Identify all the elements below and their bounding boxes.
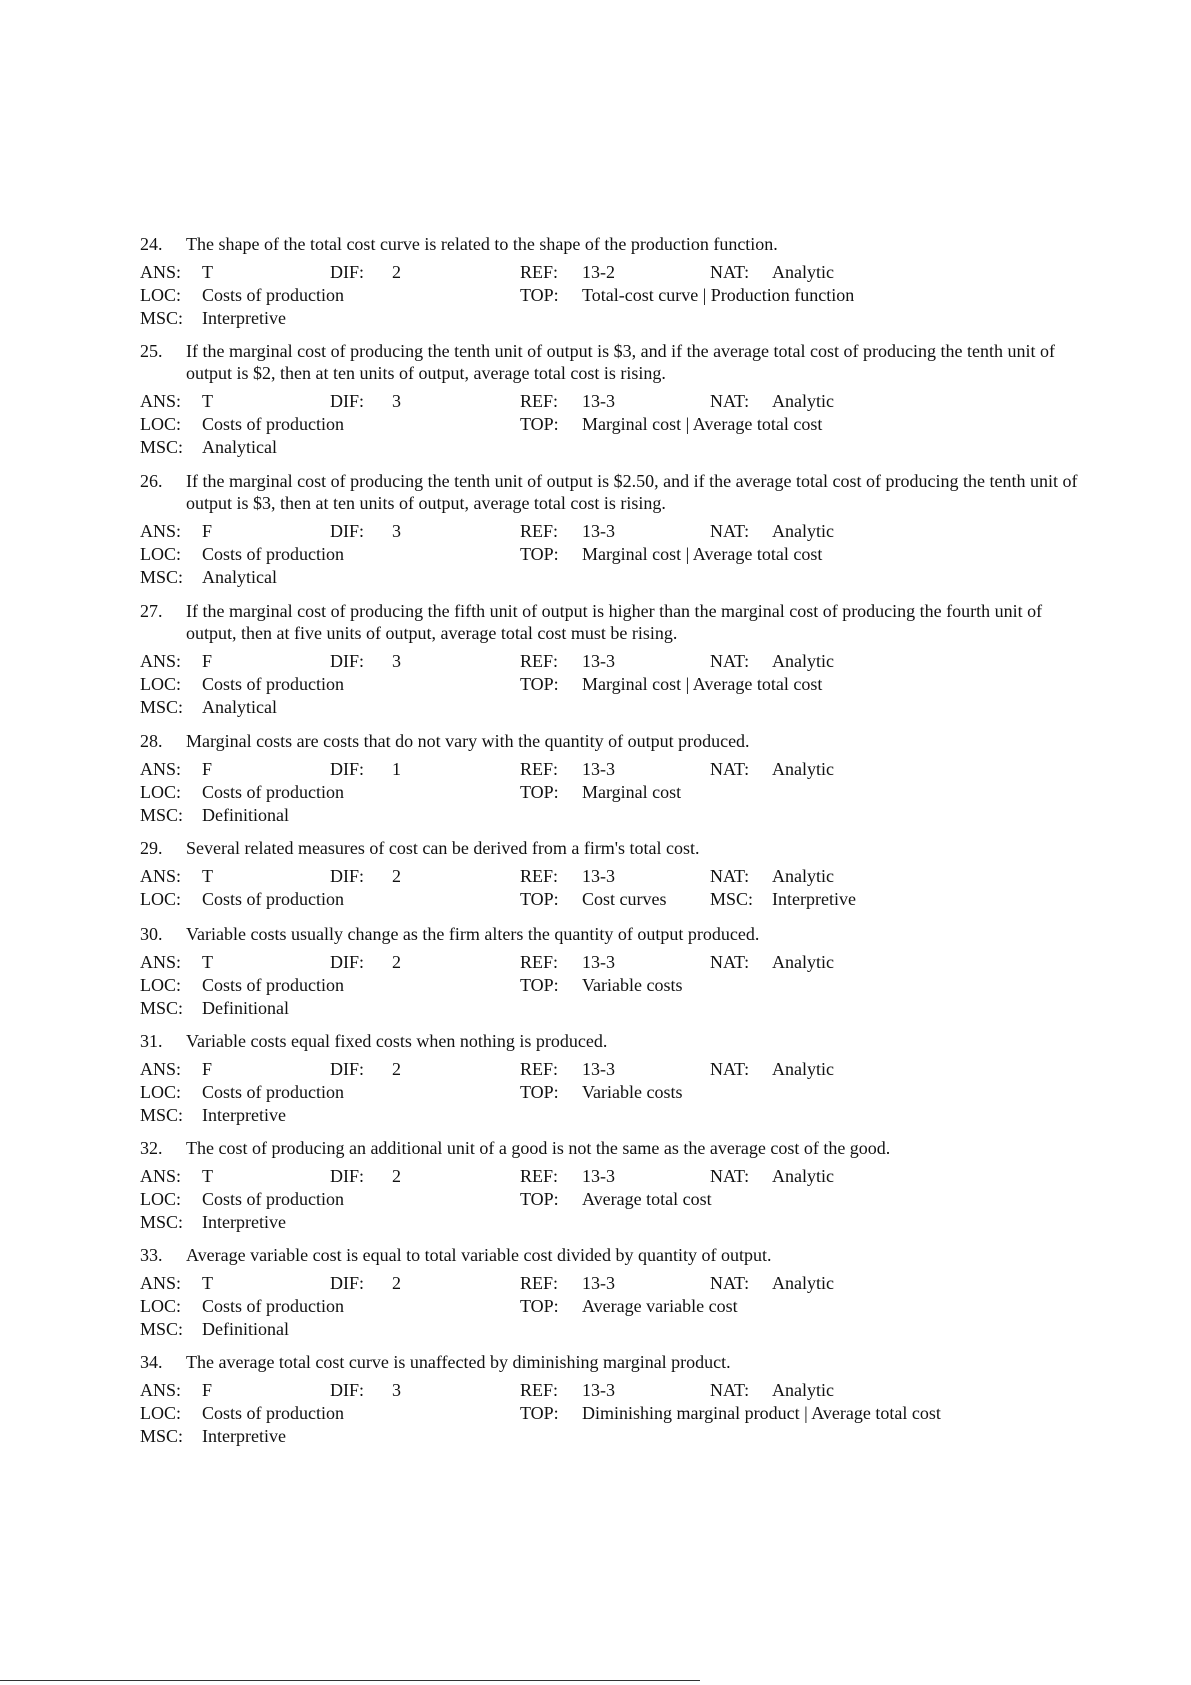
nat-label: NAT: [710,262,750,282]
loc-label: LOC: [140,782,182,802]
dif-label: DIF: [330,759,365,779]
top-value: Average variable cost [582,1296,738,1316]
ans-label: ANS: [140,651,182,671]
dif-label: DIF: [330,521,365,541]
meta-row-2 [140,1081,1080,1104]
top-value: Marginal cost | Average total cost [582,544,823,564]
loc-value: Costs of production [202,414,344,434]
meta-row-1 [140,520,1080,543]
ans-value: T [202,1273,213,1293]
ans-label: ANS: [140,521,182,541]
nat-label: NAT: [710,1059,750,1079]
question-item [140,340,1080,459]
msc-label: MSC: [140,1105,184,1125]
question-item [140,470,1080,589]
question-item [140,1351,1080,1448]
footer-divider [0,1680,700,1681]
ref-label: REF: [520,1166,559,1186]
meta-row-1 [140,865,1080,888]
question-stem [140,600,1080,644]
question-text: Variable costs equal fixed costs when nothing is produced. [186,1031,608,1051]
meta-row-2 [140,284,1080,307]
top-value: Cost curves [582,889,667,909]
question-text: Average variable cost is equal to total variable cost divided by quantity of output. [186,1245,772,1265]
question-stem [140,1244,1080,1266]
ref-value: 13-2 [582,262,615,282]
nat-value: Analytic [772,1059,834,1079]
dif-label: DIF: [330,1273,365,1293]
question-stem [140,233,1080,255]
dif-label: DIF: [330,1059,365,1079]
meta-row-1 [140,758,1080,781]
dif-value: 3 [392,651,401,671]
ref-value: 13-3 [582,1273,615,1293]
nat-value: Analytic [772,866,834,886]
msc-value: Interpretive [202,1212,286,1232]
loc-label: LOC: [140,544,182,564]
ref-value: 13-3 [582,651,615,671]
ans-value: T [202,262,213,282]
dif-value: 2 [392,262,401,282]
dif-value: 2 [392,1273,401,1293]
ans-value: F [202,759,213,779]
nat-value: Analytic [772,1166,834,1186]
question-stem [140,837,1080,859]
top-label: TOP: [520,782,559,802]
ref-label: REF: [520,1059,559,1079]
dif-label: DIF: [330,1166,365,1186]
dif-label: DIF: [330,866,365,886]
question-text: Several related measures of cost can be derived from a firm's total cost. [186,838,700,858]
meta-row-2 [140,413,1080,436]
question-text: The average total cost curve is unaffected by diminishing marginal product. [186,1352,731,1372]
meta-row-2 [140,974,1080,997]
question-item [140,1137,1080,1234]
nat-value: Analytic [772,952,834,972]
question-text: The shape of the total cost curve is related to the shape of the production function. [186,234,778,254]
ref-value: 13-3 [582,521,615,541]
top-label: TOP: [520,1189,559,1209]
ref-value: 13-3 [582,866,615,886]
question-item [140,1244,1080,1341]
dif-value: 2 [392,952,401,972]
meta-row-3 [140,436,1080,459]
top-value: Variable costs [582,1082,683,1102]
ref-value: 13-3 [582,1166,615,1186]
question-item [140,1030,1080,1127]
question-item [140,923,1080,1020]
msc-label: MSC: [140,567,184,587]
question-stem [140,730,1080,752]
dif-label: DIF: [330,952,365,972]
dif-value: 3 [392,521,401,541]
msc-value: Definitional [202,998,289,1018]
loc-value: Costs of production [202,1403,344,1423]
top-label: TOP: [520,414,559,434]
loc-label: LOC: [140,1296,182,1316]
question-stem [140,1351,1080,1373]
msc-label: MSC: [140,1426,184,1446]
nat-label: NAT: [710,952,750,972]
dif-value: 2 [392,866,401,886]
loc-label: LOC: [140,889,182,909]
ans-label: ANS: [140,1059,182,1079]
top-label: TOP: [520,285,559,305]
msc-label: MSC: [140,805,184,825]
question-item [140,837,1080,911]
meta-row-3 [140,997,1080,1020]
msc-label: MSC: [140,308,184,328]
meta-row-1 [140,1379,1080,1402]
nat-label: NAT: [710,866,750,886]
nat-value: Analytic [772,1380,834,1400]
nat-value: Analytic [772,391,834,411]
question-item [140,730,1080,827]
ans-value: T [202,866,213,886]
dif-value: 2 [392,1166,401,1186]
question-stem [140,923,1080,945]
msc-value: Interpretive [772,889,856,909]
msc-label: MSC: [140,697,184,717]
msc-value: Analytical [202,437,277,457]
dif-value: 1 [392,759,401,779]
meta-row-2 [140,543,1080,566]
meta-row-2 [140,1188,1080,1211]
msc-value: Definitional [202,1319,289,1339]
msc-value: Analytical [202,567,277,587]
top-label: TOP: [520,674,559,694]
top-label: TOP: [520,1403,559,1423]
question-number: 30. [140,924,163,944]
loc-value: Costs of production [202,975,344,995]
nat-label: NAT: [710,391,750,411]
top-value: Total-cost curve | Production function [582,285,855,305]
ans-label: ANS: [140,1273,182,1293]
loc-label: LOC: [140,674,182,694]
ref-value: 13-3 [582,759,615,779]
dif-label: DIF: [330,262,365,282]
loc-label: LOC: [140,285,182,305]
ans-label: ANS: [140,866,182,886]
ref-label: REF: [520,262,559,282]
ref-label: REF: [520,759,559,779]
loc-label: LOC: [140,1189,182,1209]
loc-value: Costs of production [202,674,344,694]
question-stem [140,470,1080,514]
ref-value: 13-3 [582,1380,615,1400]
meta-row-1 [140,951,1080,974]
nat-value: Analytic [772,262,834,282]
ref-value: 13-3 [582,1059,615,1079]
ans-value: F [202,1059,213,1079]
msc-value: Interpretive [202,308,286,328]
dif-value: 3 [392,391,401,411]
ans-label: ANS: [140,262,182,282]
nat-value: Analytic [772,651,834,671]
nat-label: NAT: [710,521,750,541]
meta-row-3 [140,1318,1080,1341]
question-number: 33. [140,1245,163,1265]
question-number: 24. [140,234,163,254]
meta-row-1 [140,1272,1080,1295]
top-value: Diminishing marginal product | Average total cost [582,1403,941,1423]
msc-value: Interpretive [202,1105,286,1125]
dif-label: DIF: [330,1380,365,1400]
question-item [140,233,1080,330]
meta-row-1 [140,390,1080,413]
msc-value: Interpretive [202,1426,286,1446]
msc-label: MSC: [140,1212,184,1232]
meta-row-2 [140,888,1080,911]
ref-label: REF: [520,952,559,972]
top-value: Marginal cost [582,782,682,802]
msc-label: MSC: [140,998,184,1018]
question-stem [140,1030,1080,1052]
question-stem [140,1137,1080,1159]
msc-label: MSC: [140,1319,184,1339]
question-text: If the marginal cost of producing the fifth unit of output is higher than the marginal cost of producing the fourth unit of output, then at five units of output, average total cost must be rising. [186,601,1043,643]
nat-label: NAT: [710,651,750,671]
ans-label: ANS: [140,952,182,972]
ref-value: 13-3 [582,952,615,972]
question-text: The cost of producing an additional unit of a good is not the same as the average cost of the good. [186,1138,891,1158]
ans-value: T [202,391,213,411]
loc-value: Costs of production [202,889,344,909]
meta-row-3 [140,696,1080,719]
meta-row-2 [140,1402,1080,1425]
nat-label: NAT: [710,1380,750,1400]
question-number: 34. [140,1352,163,1372]
ans-value: T [202,952,213,972]
loc-label: LOC: [140,1082,182,1102]
question-number: 28. [140,731,163,751]
meta-row-2 [140,1295,1080,1318]
question-text: Variable costs usually change as the firm alters the quantity of output produced. [186,924,760,944]
meta-row-3 [140,1425,1080,1448]
meta-row-2 [140,673,1080,696]
meta-row-3 [140,1211,1080,1234]
top-label: TOP: [520,889,559,909]
nat-value: Analytic [772,521,834,541]
top-label: TOP: [520,1082,559,1102]
ref-label: REF: [520,651,559,671]
msc-value: Analytical [202,697,277,717]
meta-row-3 [140,1104,1080,1127]
top-value: Marginal cost | Average total cost [582,414,823,434]
question-number: 27. [140,601,163,621]
loc-value: Costs of production [202,285,344,305]
ans-value: T [202,1166,213,1186]
top-value: Marginal cost | Average total cost [582,674,823,694]
top-label: TOP: [520,544,559,564]
loc-label: LOC: [140,975,182,995]
ans-value: F [202,1380,213,1400]
ref-label: REF: [520,391,559,411]
top-value: Average total cost [582,1189,712,1209]
meta-row-1 [140,261,1080,284]
loc-label: LOC: [140,1403,182,1423]
dif-label: DIF: [330,391,365,411]
msc-value: Definitional [202,805,289,825]
top-label: TOP: [520,1296,559,1316]
meta-row-3 [140,804,1080,827]
meta-row-3 [140,307,1080,330]
dif-label: DIF: [330,651,365,671]
question-item [140,600,1080,719]
ref-label: REF: [520,1273,559,1293]
dif-value: 2 [392,1059,401,1079]
meta-row-1 [140,1165,1080,1188]
ref-label: REF: [520,521,559,541]
top-label: TOP: [520,975,559,995]
ref-label: REF: [520,866,559,886]
question-number: 26. [140,471,163,491]
loc-label: LOC: [140,414,182,434]
meta-row-3 [140,566,1080,589]
msc-label: MSC: [710,889,754,909]
question-text: If the marginal cost of producing the tenth unit of output is $3, and if the average total cost of producing the tenth unit of output is $2, then at ten units of output, average total cost is rising. [186,341,1055,383]
question-number: 32. [140,1138,163,1158]
ans-label: ANS: [140,1380,182,1400]
question-text: Marginal costs are costs that do not vary with the quantity of output produced. [186,731,750,751]
loc-value: Costs of production [202,1296,344,1316]
msc-label: MSC: [140,437,184,457]
ans-value: F [202,651,213,671]
ans-label: ANS: [140,759,182,779]
nat-label: NAT: [710,1166,750,1186]
meta-row-1 [140,650,1080,673]
ref-label: REF: [520,1380,559,1400]
question-stem [140,340,1080,384]
ref-value: 13-3 [582,391,615,411]
ans-label: ANS: [140,1166,182,1186]
question-number: 29. [140,838,163,858]
ans-label: ANS: [140,391,182,411]
meta-row-1 [140,1058,1080,1081]
dif-value: 3 [392,1380,401,1400]
loc-value: Costs of production [202,782,344,802]
nat-value: Analytic [772,1273,834,1293]
question-number: 31. [140,1031,163,1051]
loc-value: Costs of production [202,1189,344,1209]
question-text: If the marginal cost of producing the tenth unit of output is $2.50, and if the average total cost of producing the tenth unit of output is $3, then at ten units of output, average total cost is rising. [186,471,1078,513]
meta-row-2 [140,781,1080,804]
loc-value: Costs of production [202,1082,344,1102]
top-value: Variable costs [582,975,683,995]
nat-label: NAT: [710,1273,750,1293]
ans-value: F [202,521,213,541]
question-number: 25. [140,341,163,361]
nat-value: Analytic [772,759,834,779]
loc-value: Costs of production [202,544,344,564]
nat-label: NAT: [710,759,750,779]
